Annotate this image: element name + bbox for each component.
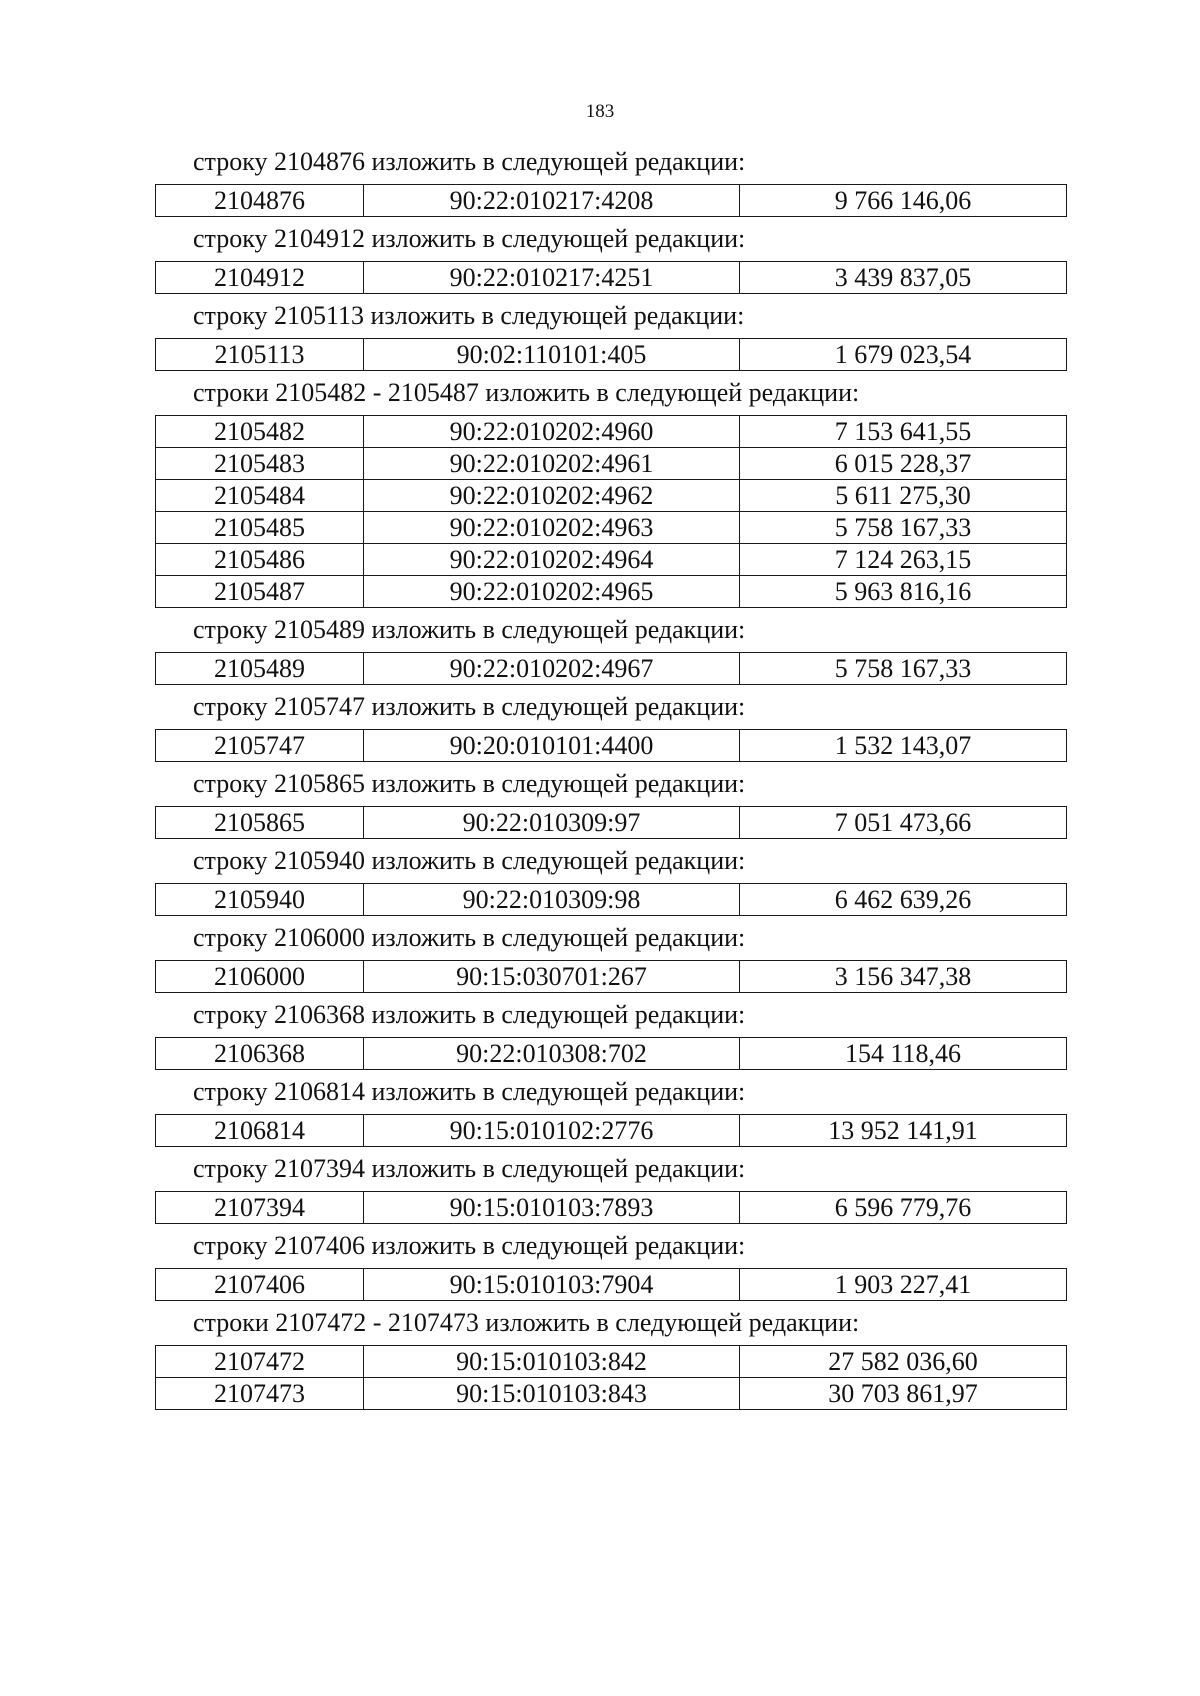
document-body (155, 146, 1066, 1416)
row-number-cell: 2106814 (156, 1115, 364, 1147)
table-row (156, 1038, 1067, 1070)
row-number-cell: 2106000 (156, 961, 364, 993)
table-row (156, 1346, 1067, 1378)
value-cell: 27 582 036,60 (740, 1346, 1067, 1378)
table-row (156, 1378, 1067, 1410)
value-cell: 6 015 228,37 (740, 448, 1067, 480)
cadastral-number-cell: 90:15:010103:843 (364, 1378, 740, 1410)
value-cell: 1 532 143,07 (740, 730, 1067, 762)
table-row (156, 730, 1067, 762)
entry-table (155, 1345, 1067, 1410)
entry-table (155, 729, 1067, 762)
value-cell: 6 462 639,26 (740, 884, 1067, 916)
cadastral-number-cell: 90:22:010202:4963 (364, 512, 740, 544)
cadastral-number-cell: 90:15:010103:7893 (364, 1192, 740, 1224)
row-number-cell: 2107394 (156, 1192, 364, 1224)
cadastral-number-cell: 90:22:010202:4960 (364, 416, 740, 448)
section-heading: строку 2106368 изложить в следующей редакции: (193, 1000, 746, 1029)
page-number: 183 (585, 101, 615, 122)
section-heading: строки 2107472 - 2107473 изложить в следующей редакции: (193, 1308, 860, 1337)
value-cell: 5 611 275,30 (740, 480, 1067, 512)
value-cell: 7 051 473,66 (740, 807, 1067, 839)
value-cell: 1 679 023,54 (740, 339, 1067, 371)
row-number-cell: 2105487 (156, 576, 364, 608)
row-number-cell: 2104876 (156, 185, 364, 217)
cadastral-number-cell: 90:22:010202:4964 (364, 544, 740, 576)
row-number-cell: 2104912 (156, 262, 364, 294)
value-cell: 154 118,46 (740, 1038, 1067, 1070)
cadastral-number-cell: 90:22:010202:4965 (364, 576, 740, 608)
row-number-cell: 2105482 (156, 416, 364, 448)
table-row (156, 1269, 1067, 1301)
section-heading: строки 2105482 - 2105487 изложить в следующей редакции: (193, 378, 860, 407)
cadastral-number-cell: 90:15:010102:2776 (364, 1115, 740, 1147)
cadastral-number-cell: 90:22:010309:98 (364, 884, 740, 916)
section-heading: строку 2106814 изложить в следующей редакции: (193, 1077, 746, 1106)
row-number-cell: 2105489 (156, 653, 364, 685)
table-row (156, 544, 1067, 576)
section-heading: строку 2105865 изложить в следующей редакции: (193, 769, 746, 798)
row-number-cell: 2105940 (156, 884, 364, 916)
table-row (156, 339, 1067, 371)
value-cell: 3 156 347,38 (740, 961, 1067, 993)
row-number-cell: 2105747 (156, 730, 364, 762)
value-cell: 9 766 146,06 (740, 185, 1067, 217)
section-heading: строку 2105940 изложить в следующей редакции: (193, 846, 746, 875)
entry-table (155, 1114, 1067, 1147)
entry-table (155, 261, 1067, 294)
entry-table (155, 960, 1067, 993)
section-heading: строку 2104876 изложить в следующей редакции: (193, 147, 746, 176)
cadastral-number-cell: 90:22:010308:702 (364, 1038, 740, 1070)
value-cell: 5 758 167,33 (740, 512, 1067, 544)
row-number-cell: 2105113 (156, 339, 364, 371)
entry-table (155, 1037, 1067, 1070)
entry-table (155, 184, 1067, 217)
table-row (156, 480, 1067, 512)
cadastral-number-cell: 90:22:010309:97 (364, 807, 740, 839)
row-number-cell: 2105485 (156, 512, 364, 544)
section-heading: строку 2105489 изложить в следующей редакции: (193, 615, 746, 644)
table-row (156, 807, 1067, 839)
row-number-cell: 2107473 (156, 1378, 364, 1410)
section-heading: строку 2104912 изложить в следующей редакции: (193, 224, 746, 253)
value-cell: 30 703 861,97 (740, 1378, 1067, 1410)
section-heading: строку 2107406 изложить в следующей редакции: (193, 1231, 746, 1260)
cadastral-number-cell: 90:22:010202:4961 (364, 448, 740, 480)
cadastral-number-cell: 90:22:010217:4208 (364, 185, 740, 217)
row-number-cell: 2105484 (156, 480, 364, 512)
table-row (156, 1192, 1067, 1224)
row-number-cell: 2106368 (156, 1038, 364, 1070)
value-cell: 7 153 641,55 (740, 416, 1067, 448)
value-cell: 5 758 167,33 (740, 653, 1067, 685)
section-heading: строку 2105747 изложить в следующей редакции: (193, 692, 746, 721)
value-cell: 13 952 141,91 (740, 1115, 1067, 1147)
cadastral-number-cell: 90:20:010101:4400 (364, 730, 740, 762)
table-row (156, 448, 1067, 480)
table-row (156, 185, 1067, 217)
cadastral-number-cell: 90:02:110101:405 (364, 339, 740, 371)
value-cell: 5 963 816,16 (740, 576, 1067, 608)
section-heading: строку 2107394 изложить в следующей редакции: (193, 1154, 746, 1183)
row-number-cell: 2105483 (156, 448, 364, 480)
cadastral-number-cell: 90:22:010202:4967 (364, 653, 740, 685)
table-row (156, 576, 1067, 608)
value-cell: 6 596 779,76 (740, 1192, 1067, 1224)
table-row (156, 262, 1067, 294)
table-row (156, 416, 1067, 448)
entry-table (155, 806, 1067, 839)
table-row (156, 1115, 1067, 1147)
row-number-cell: 2107406 (156, 1269, 364, 1301)
entry-table (155, 652, 1067, 685)
row-number-cell: 2105486 (156, 544, 364, 576)
cadastral-number-cell: 90:15:010103:7904 (364, 1269, 740, 1301)
cadastral-number-cell: 90:15:010103:842 (364, 1346, 740, 1378)
section-heading: строку 2106000 изложить в следующей редакции: (193, 923, 746, 952)
row-number-cell: 2107472 (156, 1346, 364, 1378)
table-row (156, 961, 1067, 993)
cadastral-number-cell: 90:22:010217:4251 (364, 262, 740, 294)
entry-table (155, 1268, 1067, 1301)
value-cell: 3 439 837,05 (740, 262, 1067, 294)
cadastral-number-cell: 90:15:030701:267 (364, 961, 740, 993)
entry-table (155, 1191, 1067, 1224)
table-row (156, 512, 1067, 544)
entry-table (155, 415, 1067, 608)
row-number-cell: 2105865 (156, 807, 364, 839)
table-row (156, 653, 1067, 685)
value-cell: 1 903 227,41 (740, 1269, 1067, 1301)
table-row (156, 884, 1067, 916)
entry-table (155, 338, 1067, 371)
section-heading: строку 2105113 изложить в следующей редакции: (193, 301, 745, 330)
entry-table (155, 883, 1067, 916)
cadastral-number-cell: 90:22:010202:4962 (364, 480, 740, 512)
value-cell: 7 124 263,15 (740, 544, 1067, 576)
